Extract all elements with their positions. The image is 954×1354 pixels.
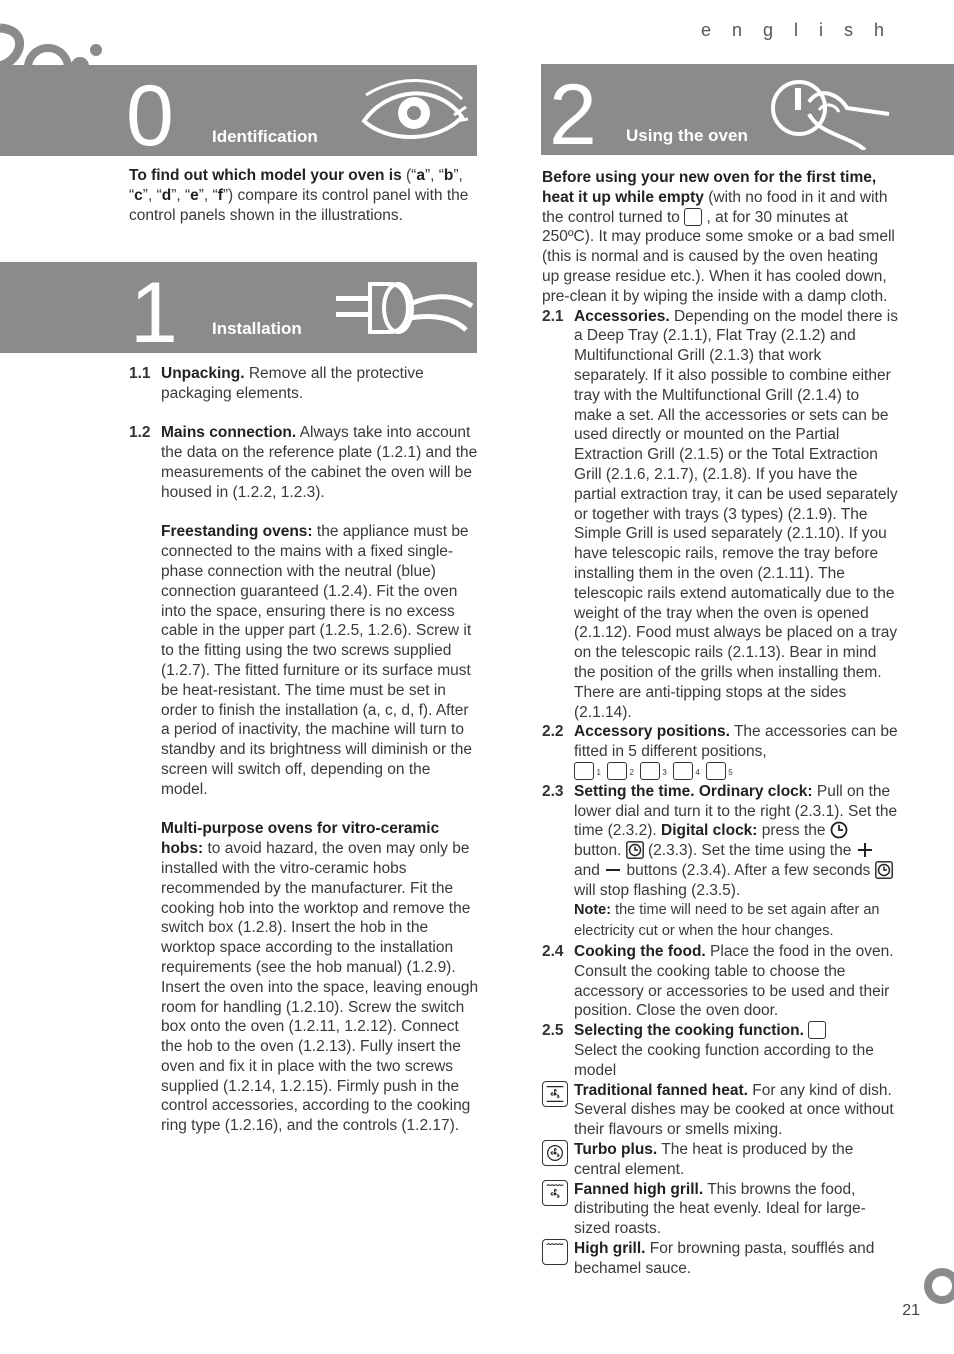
position-5-icon: 5 <box>706 762 726 780</box>
oven-light-icon <box>684 208 702 226</box>
first-use-intro: Before using your new oven for the first time, heat it up while empty (with no food in it and with the control turned to , at for 30 minutes at 250ºC). It may produce some smoke or a bad smell (this is normal and is caused by the oven heating up grease residue etc.). When it has cooled down, pre-clean it by wiping the inside with a damp cloth. <box>542 169 895 305</box>
item-2-5: 2.5 Selecting the cooking function. Select the cooking function according to the model <box>542 1022 874 1079</box>
item-2-3: 2.3 Setting the time. Ordinary clock: Pull on the lower dial and turn it to the right (2.3.1). Set the time (2.3.2). Digital clock: press the button. (2.3.3). Set the time using the and buttons (2.3.4). After a few seconds will stop flashing (2.3.5). Note: the time will need to be set again after an electricity cut or when the hour changes. <box>542 782 898 940</box>
multi-purpose-ovens: Multi-purpose ovens for vitro-ceramic hobs: to avoid hazard, the oven may only be installed with the vitro-ceramic hobs recommended by the manufacturer. Fit the cooking hob into the worktop and remove the switch box (1.2.8). Insert the hob in the worktop space according to the installation requirements (see the hob manual) (1.2.9). Insert the oven into the space, leaving enough room for handling (1.2.10). Screw the switch box onto the oven (1.2.11, 1.2.12). Connect the hob to the oven (1.2.13). Fully insert the oven and fix it in place with the two screws supplied (1.2.14, 1.2.15). Firmly push in the control accessories, according to the cooking ring type (1.2.16), and the controls (1.2.17). <box>161 820 479 1135</box>
item-1-2: 1.2 Mains connection. Always take into account the data on the reference plate (1.2.1) and the measurements of the cabinet the oven will be housed in (1.2.2, 1.2.3). Freestanding ovens: the appliance must be connected to the mains with a fixed single-phase connection with the neutral (blue) connection guaranteed (1.2.4). Fit the oven into the space, ensuring there is no excess cable in the upper part (1.2.5, 1.2.6). Screw it to the fitting using the two screws supplied (1.2.7). The fitted furniture or its surface must be heat-resistant. The time must be set in order to finish the installation (a, c, d, f). After a period of inactivity, the machine will turn to standby and its brightness will diminish or the screen will switch off, depending on the model. Multi-purpose ovens for vitro-ceramic hobs: to avoid hazard, the oven may only be installed with the vitro-ceramic hobs recommended by the manufacturer. Fit the cooking hob into the worktop and remove the switch box (1.2.8). Insert the hob in the worktop space according to the installation requirements (see the hob manual) (1.2.9). Insert the oven into the space, leaving enough room for handling (1.2.10). Screw the switch box onto the oven (1.2.11, 1.2.12). Connect the hob to the oven (1.2.13). Fully insert the oven and fix it in place with the two screws supplied (1.2.14, 1.2.15). Firmly push in the control accessories, according to the cooking ring type (1.2.16), and the controls (1.2.17). <box>129 424 479 1135</box>
section-title: Using the oven <box>626 126 748 145</box>
fanned-grill-icon <box>542 1180 568 1206</box>
identification-text: To find out which model your oven is (“a”, “b”, “c”, “d”, “e”, “f”) compare its control panel with the control panels shown in the illustrations. <box>129 167 469 224</box>
section-number: 0 <box>126 68 174 164</box>
function-high-grill: High grill. For browning pasta, soufflés and bechamel sauce. <box>542 1239 898 1279</box>
using-text <box>542 168 898 1279</box>
position-2-icon: 2 <box>607 762 627 780</box>
page-number: 21 <box>902 1302 920 1319</box>
position-1-icon: 1 <box>574 762 594 780</box>
item-2-4: 2.4 Cooking the food. Place the food in the oven. Consult the cooking table to choose the accessory or accessories to be used and their position. Close the oven door. <box>542 943 894 1020</box>
section-title: Identification <box>212 127 318 146</box>
position-3-icon: 3 <box>640 762 660 780</box>
fanned-heat-icon <box>542 1081 568 1107</box>
clock-button-icon <box>626 841 644 859</box>
clock-icon <box>830 821 848 839</box>
plus-icon <box>856 841 874 859</box>
section-number: 1 <box>130 265 178 361</box>
section-2-header <box>541 64 954 163</box>
turbo-plus-icon <box>542 1140 568 1166</box>
decorative-circle <box>920 1266 954 1306</box>
high-grill-icon <box>542 1239 568 1265</box>
function-turbo-plus: Turbo plus. The heat is produced by the central element. <box>542 1140 898 1180</box>
section-0-header <box>0 65 477 164</box>
function-selector-icon <box>808 1021 826 1039</box>
language-label: e n g l i s h <box>700 20 892 40</box>
section-title: Installation <box>212 319 302 338</box>
eye-icon <box>358 77 470 147</box>
section-1-header <box>0 262 477 361</box>
decorative-circles <box>0 20 110 68</box>
item-1-1: 1.1 Unpacking. Remove all the protective packaging elements. <box>129 365 424 402</box>
freestanding-ovens: Freestanding ovens: the appliance must be connected to the mains with a fixed single-phase connection with the neutral (blue) connection guaranteed (1.2.4). Fit the oven into the space, ensuring there is no excess cable in the upper part (1.2.5, 1.2.6). Screw it to the fitting using the two screws supplied (1.2.7). The fitted furniture or its surface must be heat-resistant. The time must be set in order to finish the installation (a, c, d, f). After a period of inactivity, the machine will turn to standby and its brightness will diminish or the screen will switch off, depending on the model. <box>161 523 473 798</box>
plug-icon <box>334 274 474 344</box>
installation-text <box>129 364 479 1136</box>
function-fanned-high-grill: Fanned high grill. This browns the food, distributing the heat evenly. Ideal for large-sized roasts. <box>542 1180 898 1239</box>
function-traditional-fanned: Traditional fanned heat. For any kind of dish. Several dishes may be cooked at once without their flavours or smells mixing. <box>542 1081 898 1140</box>
finger-dial-icon <box>769 74 891 150</box>
clock-button-icon <box>875 861 893 879</box>
item-2-2: 2.2 Accessory positions. The accessories can be fitted in 5 different positions, 1 2 3 4 5 <box>542 722 898 781</box>
item-2-1: 2.1 Accessories. Depending on the model there is a Deep Tray (2.1.1), Flat Tray (2.1.2) and Multifunctional Grill (2.1.3) that work separately. If it also possible to combine either tray with the Multifunctional Grill (2.1.4) to make a set. All the accessories or sets can be used directly or mounted on the Partial Extraction Grill (2.1.5) or the Total Extraction Grill (2.1.6, 2.1.7), (2.1.8). If you have the partial extraction tray, it can be used separately or together with trays (3 types) (2.1.9). The Simple Grill is used separately (2.1.10). If you have telescopic rails, remove the tray before installing them in the oven (2.1.11). The telescopic rails extend automatically due to the weight of the tray when the oven is opened (2.1.12). Food must always be placed on a tray on the telescopic rails (2.1.13). Bear in mind the position of the grills when installing them. There are anti-tipping stops at the sides (2.1.14). <box>542 307 899 721</box>
minus-icon <box>604 861 622 879</box>
section-number: 2 <box>549 67 597 163</box>
position-4-icon: 4 <box>673 762 693 780</box>
